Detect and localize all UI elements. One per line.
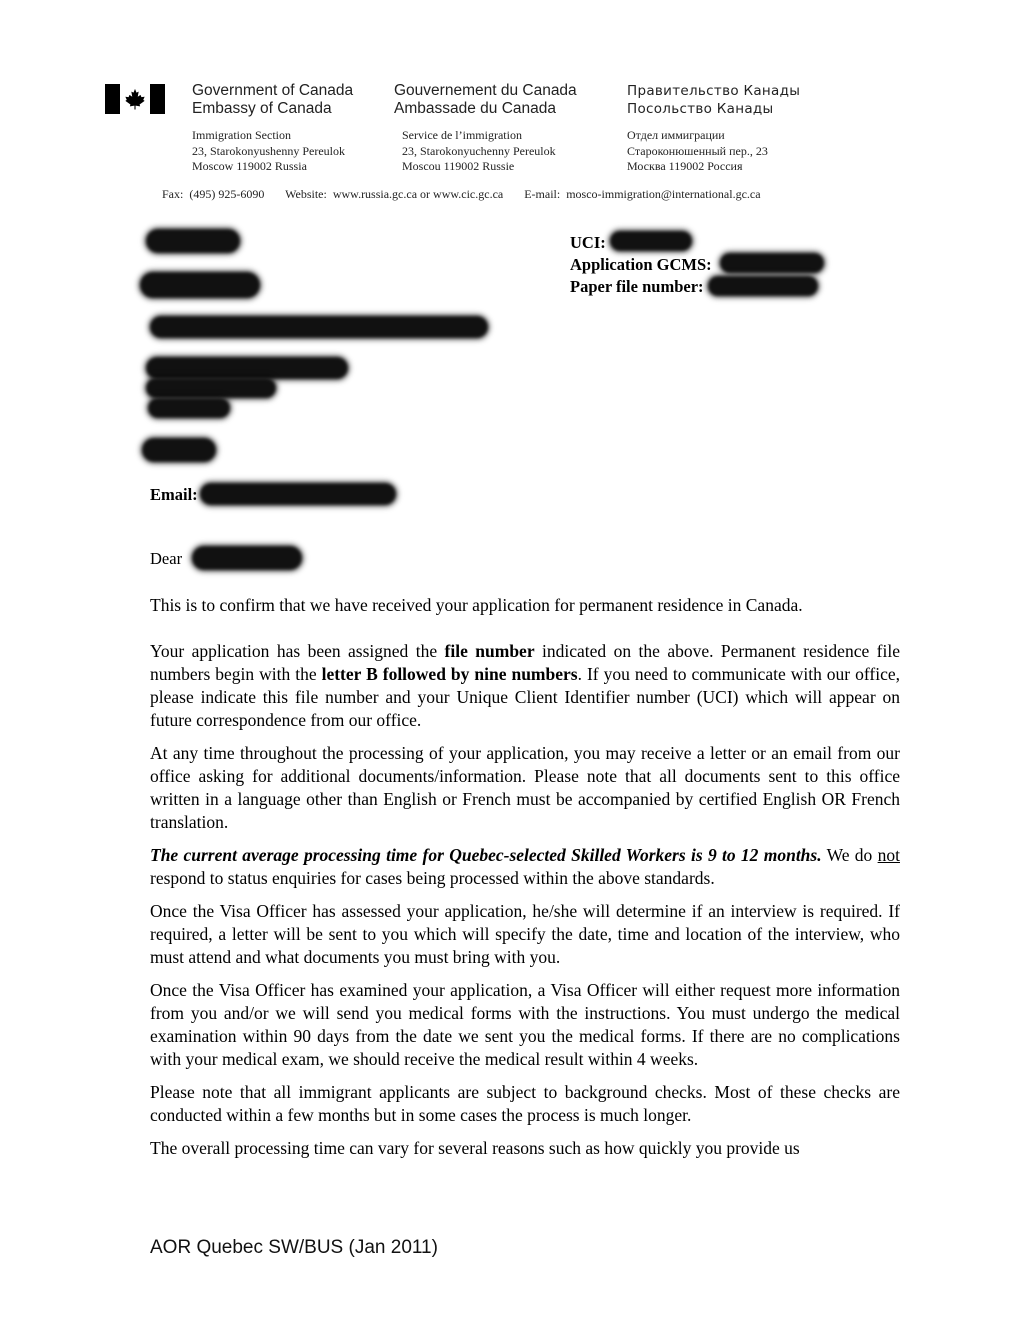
redacted-paper-file bbox=[708, 276, 818, 296]
paragraph-documents: At any time throughout the processing of your application, you may receive a letter or an email from our office asking for additional documents/information. Please note that all documents sent to this office written in a language other than English or French must be accompanied by certified English OR French translation. bbox=[150, 743, 900, 832]
govt-name-ru: Правительство Канады bbox=[627, 83, 801, 99]
letter-body bbox=[150, 594, 900, 1170]
paragraph-overall-time: The overall processing time can vary for several reasons such as how quickly you provide us bbox=[150, 1138, 800, 1158]
fax-label: Fax: bbox=[162, 187, 184, 201]
letterhead-russian bbox=[627, 82, 800, 175]
redacted-gcms bbox=[720, 253, 824, 273]
redacted-salutation-name bbox=[192, 546, 302, 570]
redacted-postal bbox=[142, 438, 216, 462]
contact-line bbox=[162, 187, 779, 202]
embassy-name-en: Embassy of Canada bbox=[192, 100, 332, 117]
paragraph-processing-time: The current average processing time for Quebec-selected Skilled Workers is 9 to 12 months. We do not respond to status enquiries for cases being processed within the above standards. bbox=[150, 845, 900, 888]
redacted-name bbox=[146, 229, 240, 253]
website-label: Website: bbox=[285, 187, 327, 201]
form-code-footer: AOR Quebec SW/BUS (Jan 2011) bbox=[150, 1237, 438, 1258]
paragraph-confirmation: This is to confirm that we have received your application for permanent residence in Canada. bbox=[150, 595, 803, 615]
paragraph-interview: Once the Visa Officer has assessed your application, he/she will determine if an interview is required. If required, a letter will be sent to you which will specify the date, time and location of the interview, who must attend and what documents you must bring with you. bbox=[150, 901, 900, 967]
address-en: Immigration Section 23, Starokonyushenny Pereulok Moscow 119002 Russia bbox=[192, 128, 345, 173]
letterhead-french bbox=[394, 82, 577, 175]
paragraph-file-number: Your application has been assigned the file number indicated on the above. Permanent residence file numbers begin with the letter B followed by nine numbers. If you need to communicate with our office, please indicate this file number and your Unique Client Identifier number (UCI) which will appear on future correspondence from our office. bbox=[150, 641, 900, 730]
embassy-name-fr: Ambassade du Canada bbox=[394, 100, 557, 117]
salutation bbox=[150, 549, 182, 569]
redacted-address-line bbox=[150, 316, 488, 338]
redacted-address-line bbox=[146, 378, 276, 398]
redacted-uci bbox=[610, 231, 692, 251]
maple-leaf-icon bbox=[124, 88, 146, 110]
paragraph-background-checks: Please note that all immigrant applicants are subject to background checks. Most of these checks are conducted within a few months but in some cases the process is much longer. bbox=[150, 1082, 900, 1125]
fax-number: (495) 925-6090 bbox=[189, 187, 265, 201]
email-label: Email: bbox=[150, 485, 198, 504]
redacted-address-line bbox=[148, 398, 230, 418]
recipient-email bbox=[150, 485, 198, 505]
redacted-email bbox=[200, 483, 396, 505]
address-ru: Отдел иммиграции Староконюшенный пер., 23 Москва 119002 Россия bbox=[627, 128, 768, 173]
email-address: mosco-immigration@international.gc.ca bbox=[566, 187, 761, 201]
embassy-name-ru: Посольство Канады bbox=[627, 101, 774, 117]
redacted-line bbox=[140, 272, 260, 298]
gcms-label: Application GCMS: bbox=[570, 255, 712, 274]
redacted-address-line bbox=[146, 357, 348, 379]
email-label: E-mail: bbox=[524, 187, 561, 201]
letterhead-english bbox=[192, 82, 353, 175]
canada-flag-icon bbox=[105, 84, 165, 114]
website-text: www.russia.gc.ca or www.cic.gc.ca bbox=[332, 187, 504, 201]
address-fr: Service de l’immigration 23, Starokonyuchenny Pereulok Moscou 119002 Russie bbox=[402, 128, 556, 173]
govt-name-fr: Gouvernement du Canada bbox=[394, 82, 577, 99]
uci-label: UCI: bbox=[570, 233, 606, 252]
paragraph-medical: Once the Visa Officer has examined your application, a Visa Officer will either request more information from you and/or we will send you medical forms with the instructions. You must undergo the medical examination within 90 days from the date we sent you the medical forms. If there are no complications with your medical exam, we should receive the medical result within 4 weeks. bbox=[150, 980, 900, 1069]
govt-name-en: Government of Canada bbox=[192, 82, 354, 99]
salutation-text: Dear bbox=[150, 549, 183, 568]
paper-file-label: Paper file number: bbox=[570, 277, 704, 296]
